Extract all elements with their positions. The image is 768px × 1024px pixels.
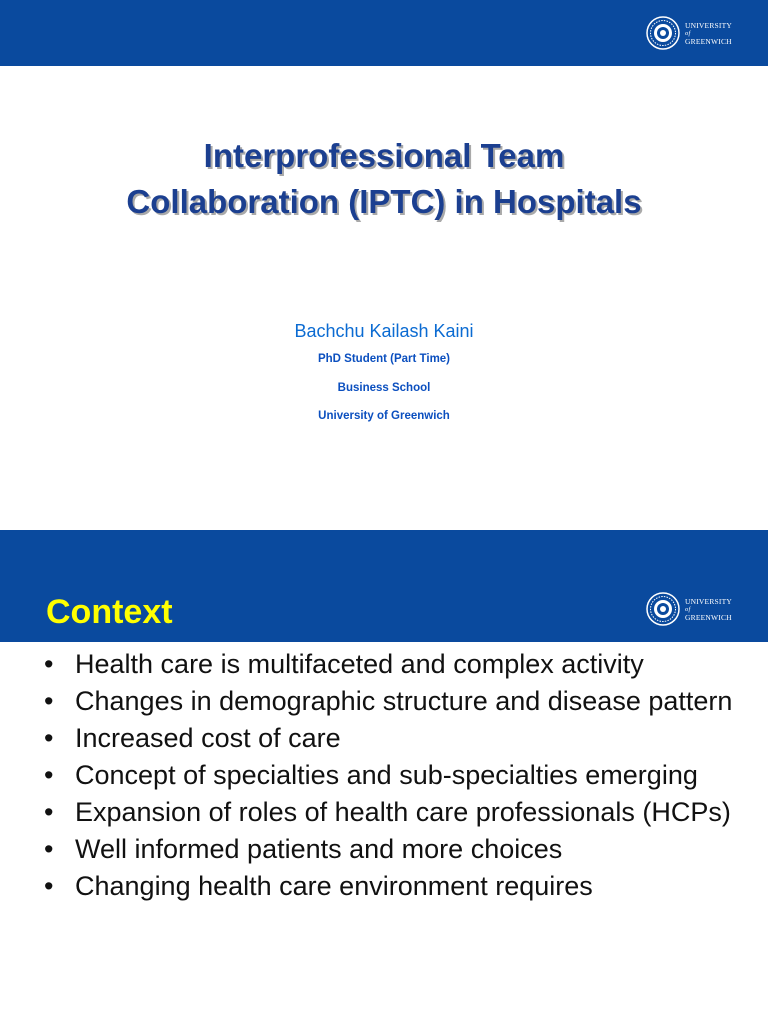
bullet-dot-icon: • xyxy=(44,871,54,901)
logo-line-of: of xyxy=(685,29,691,37)
university-logo xyxy=(646,16,732,50)
bullet-text: Changing health care environment requires xyxy=(75,871,593,901)
list-item xyxy=(44,871,760,901)
slide1-title-line1: Interprofessional Team xyxy=(203,137,565,174)
author-department: Business School xyxy=(337,382,431,394)
list-item xyxy=(44,797,760,827)
list-item xyxy=(44,760,760,790)
bullet-dot-icon: • xyxy=(44,649,54,679)
slide2-title: Context xyxy=(46,593,173,631)
context-bullet-list xyxy=(44,649,760,908)
logo-line-university: UNIVERSITY xyxy=(685,20,732,30)
list-item xyxy=(44,649,760,679)
bullet-dot-icon: • xyxy=(44,760,54,790)
author-name: Bachchu Kailash Kaini xyxy=(294,321,474,341)
logo-line-greenwich: GREENWICH xyxy=(685,612,732,622)
bullet-dot-icon: • xyxy=(44,686,54,716)
bullet-text: Changes in demographic structure and disease pattern xyxy=(75,686,733,716)
list-item xyxy=(44,834,760,864)
bullet-dot-icon: • xyxy=(44,834,54,864)
university-seal-icon xyxy=(646,592,680,626)
bullet-dot-icon: • xyxy=(44,723,54,753)
author-role: PhD Student (Part Time) xyxy=(317,353,451,365)
author-institution: University of Greenwich xyxy=(318,410,450,422)
bullet-dot-icon: • xyxy=(44,797,54,827)
university-seal-icon xyxy=(646,16,680,50)
list-item xyxy=(44,686,760,716)
bullet-text: Well informed patients and more choices xyxy=(75,834,563,864)
university-logo xyxy=(646,592,732,626)
slide1-title xyxy=(0,133,768,225)
list-item xyxy=(44,723,760,753)
bullet-text: Health care is multifaceted and complex activity xyxy=(75,649,644,679)
logo-line-of: of xyxy=(685,605,691,613)
bullet-text: Concept of specialties and sub-specialties emerging xyxy=(75,760,698,790)
logo-line-university: UNIVERSITY xyxy=(685,596,732,606)
bullet-text: Increased cost of care xyxy=(75,723,341,753)
university-logo-text xyxy=(685,597,732,622)
slide1-title-line2: Collaboration (IPTC) in Hospitals xyxy=(126,183,642,220)
bullet-text: Expansion of roles of health care professionals (HCPs) xyxy=(75,797,731,827)
university-logo-text xyxy=(685,21,732,46)
logo-line-greenwich: GREENWICH xyxy=(685,36,732,46)
